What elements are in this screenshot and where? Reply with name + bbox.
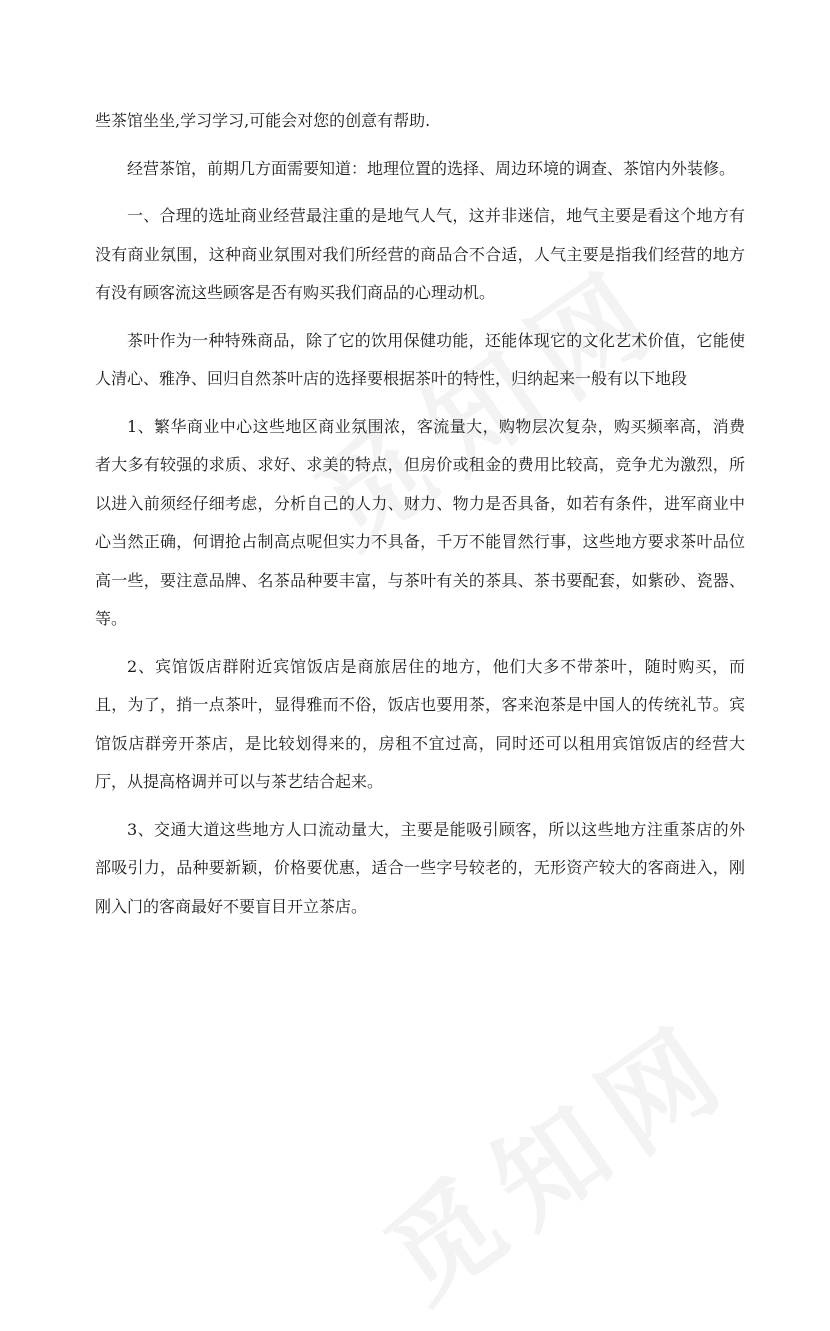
paragraph-item-2: 2、宾馆饭店群附近宾馆饭店是商旅居住的地方，他们大多不带茶叶，随时购买，而且，为了，捎一点茶叶，显得雅而不俗，饭店也要用茶，客来泡茶是中国人的传统礼节。宾馆饭店群旁开茶店，是比较划得来的，房租不宜过高，同时还可以租用宾馆饭店的经营大厅，从提高格调并可以与茶艺结合起来。 xyxy=(95,656,745,791)
paragraph-section-1: 一、合理的选址商业经营最注重的是地气人气，这并非迷信，地气主要是看这个地方有没有商业氛围，这种商业氛围对我们所经营的商品合不合适，人气主要是指我们经营的地方有没有顾客流这些顾客是否有购买我们商品的心理动机。 xyxy=(95,206,745,302)
document-body xyxy=(95,102,745,935)
paragraph-item-1: 1、繁华商业中心这些地区商业氛围浓，客流量大，购物层次复杂，购买频率高，消费者大多有较强的求质、求好、求美的特点，但房价或租金的费用比较高，竞争尤为激烈，所以进入前须经仔细考虑，分析自己的人力、财力、物力是否具备，如若有条件，进军商业中心当然正确，何谓抢占制高点呢但实力不具备，千万不能冒然行事，这些地方要求茶叶品位高一些，要注意品牌、名茶品种要丰富，与茶叶有关的茶具、茶书要配套，如紫砂、瓷器、等。 xyxy=(95,416,745,628)
paragraph-tea-characteristics: 茶叶作为一种特殊商品，除了它的饮用保健功能，还能体现它的文化艺术价值，它能使人清心、雅净、回归自然茶叶店的选择要根据茶叶的特性，归纳起来一般有以下地段 xyxy=(95,330,745,388)
paragraph-item-3: 3、交通大道这些地方人口流动量大，主要是能吸引顾客，所以这些地方注重茶店的外部吸引力，品种要新颖，价格要优惠，适合一些字号较老的，无形资产较大的客商进入，刚刚入门的客商最好不要盲目开立茶店。 xyxy=(95,819,745,916)
watermark-lower xyxy=(350,977,760,1330)
paragraph-intro: 经营茶馆，前期几方面需要知道：地理位置的选择、周边环境的调查、茶馆内外装修。 xyxy=(127,158,736,178)
paragraph-continuation: 些茶馆坐坐,学习学习,可能会对您的创意有帮助. xyxy=(95,111,431,130)
